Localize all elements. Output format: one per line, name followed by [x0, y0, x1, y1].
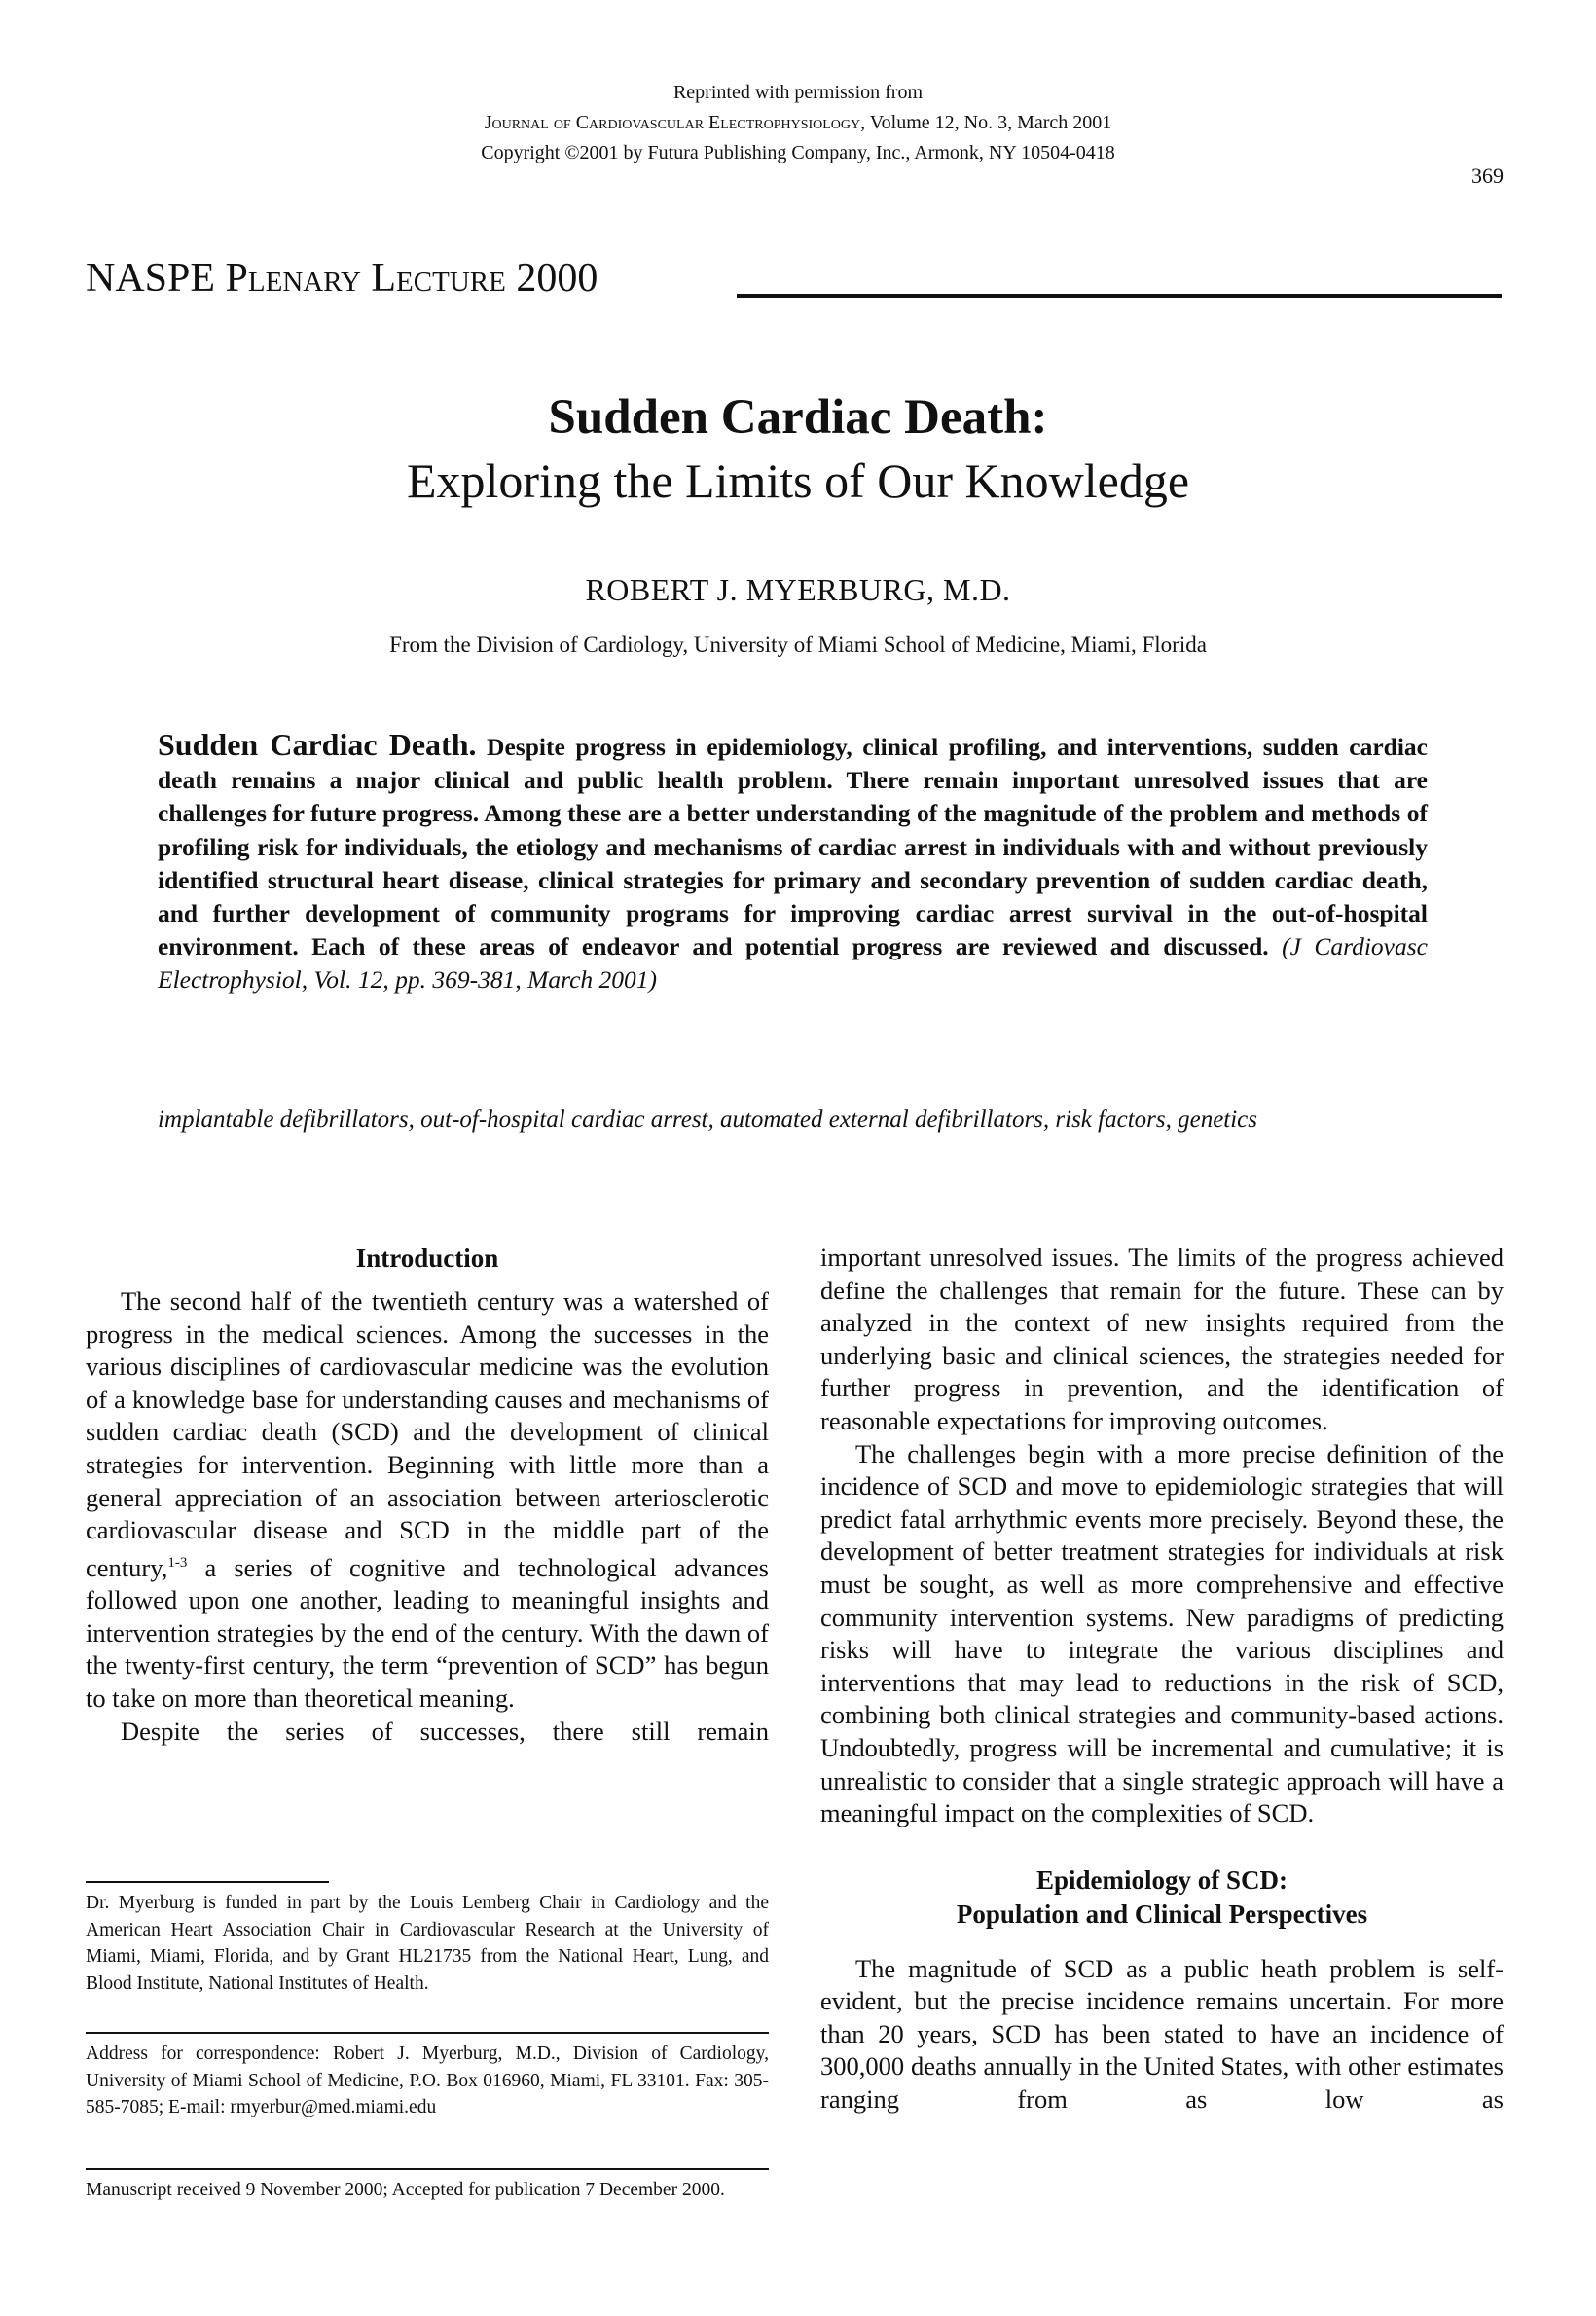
- heading-line-2: Population and Clinical Perspectives: [956, 1899, 1368, 1929]
- abstract-body: Despite progress in epidemiology, clinical profiling, and interventions, sudden cardiac death remains a major clinical and public health problem. There remain important unresolved issues that are challenges for future progress. Among these are a better understanding of the magnitude of the problem and methods of profiling risk for individuals, the etiology and mechanisms of cardiac arrest in individuals with and without previously identified structural heart disease, clinical strategies for primary and secondary prevention of sudden cardiac death, and further development of community programs for improving cardiac arrest survival in the out-of-hospital environment. Each of these areas of endeavor and potential progress are reviewed and discussed.: [158, 733, 1428, 961]
- intro-text-a: The second half of the twentieth century was a watershed of progress in the medical sciences. Among the successes in the various disciplines of cardiovascular medicine was the evolution of a knowledge base for understanding causes and mechanisms of sudden cardiac death (SCD) and the development of clinical strategies for intervention. Beginning with little more than a general appreciation of an association between arteriosclerotic cardiovascular disease and SCD in the middle part of the century,: [86, 1286, 769, 1582]
- abstract-lead: Sudden Cardiac Death.: [158, 727, 477, 762]
- right-column: [820, 1242, 1504, 2117]
- journal-line: [0, 108, 1596, 138]
- manuscript-footnote: Manuscript received 9 November 2000; Accepted for publication 7 December 2000.: [86, 2180, 725, 2200]
- epidemiology-paragraph: The magnitude of SCD as a public heath problem is self-evident, but the precise incidence remains uncertain. For more than 20 years, SCD has been stated to have an incidence of 300,000 deaths annually in the United States, with other estimates ranging from as low as: [820, 1953, 1504, 2115]
- heading-line-1: Epidemiology of SCD:: [1035, 1864, 1288, 1895]
- challenges-paragraph: The challenges begin with a more precise definition of the incidence of SCD and move to epidemiologic strategies that will predict fatal arrhythmic events more precisely. Beyond these, the development of better treatment strategies for individuals at risk must be sought, as well as more comprehensive and effective community intervention systems. New paradigms of predicting risks will have to integrate the various disciplines and interventions that may lead to reductions in the risk of SCD, combining both clinical strategies and community-based actions. Undoubtedly, progress will be incremental and cumulative; it is unrealistic to consider that a single strategic approach will have a meaningful impact on the complexities of SCD.: [820, 1438, 1504, 1828]
- reprint-notice: [0, 78, 1596, 168]
- epidemiology-heading: [820, 1864, 1504, 1932]
- intro-paragraph-1: [86, 1285, 769, 1716]
- section-rule: [737, 294, 1502, 298]
- address-footnote: Address for correspondence: Robert J. Myerburg, M.D., Division of Cardiology, University of Miami School of Medicine, P.O. Box 016960, Miami, FL 33101. Fax: 305-585-7085; E-mail: rmyerbur@med.miami.edu: [86, 2044, 769, 2117]
- section-header: NASPE Plenary Lecture 2000: [86, 256, 598, 301]
- footnote-separator: [86, 2168, 769, 2170]
- abstract: [158, 728, 1428, 997]
- continued-paragraph: important unresolved issues. The limits of the progress achieved define the challenges that remain for the future. These can by analyzed in the context of new insights required from the underlying basic and clinical sciences, the strategies needed for further progress in prevention, and the identification of reasonable expectations for improving outcomes.: [820, 1243, 1504, 1435]
- abstract-citation: (J Cardiovasc Electrophysiol, Vol. 12, pp. 369-381, March 2001): [158, 932, 1428, 995]
- intro-text-b: a series of cognitive and technological advances followed upon one another, leading to meaningful insights and intervention strategies by the end of the century. With the dawn of the twenty-first century, the term “prevention of SCD” has begun to take on more than theoretical meaning.: [86, 1552, 769, 1713]
- keywords: implantable defibrillators, out-of-hospital cardiac arrest, automated external defibrillators, risk factors, genetics: [158, 1106, 1258, 1133]
- funding-footnote: Dr. Myerburg is funded in part by the Louis Lemberg Chair in Cardiology and the American Heart Association Chair in Cardiovascular Research at the University of Miami, Miami, Florida, and by Grant HL21735 from the National Heart, Lung, and Blood Institute, National Institutes of Health.: [86, 1893, 769, 1994]
- footnote-rule: [86, 1881, 329, 1883]
- page-number: 369: [1471, 163, 1504, 188]
- left-column: [86, 1242, 769, 1748]
- affiliation: From the Division of Cardiology, University of Miami School of Medicine, Miami, Florida: [389, 633, 1207, 657]
- article-subtitle: Exploring the Limits of Our Knowledge: [406, 453, 1190, 508]
- intro-paragraph-2: Despite the series of successes, there still remain: [121, 1716, 769, 1746]
- citation-superscript: 1-3: [167, 1554, 188, 1571]
- footnote-separator: [86, 2032, 769, 2034]
- journal-name: Journal of Cardiovascular Electrophysiology: [484, 112, 861, 133]
- introduction-heading: Introduction: [355, 1244, 499, 1273]
- reprint-line: Reprinted with permission from: [672, 82, 924, 103]
- copyright-line: Copyright ©2001 by Futura Publishing Company, Inc., Armonk, NY 10504-0418: [481, 142, 1115, 163]
- author: ROBERT J. MYERBURG, M.D.: [585, 572, 1011, 607]
- article-title: Sudden Cardiac Death:: [548, 390, 1048, 445]
- journal-volume: , Volume 12, No. 3, March 2001: [860, 112, 1112, 133]
